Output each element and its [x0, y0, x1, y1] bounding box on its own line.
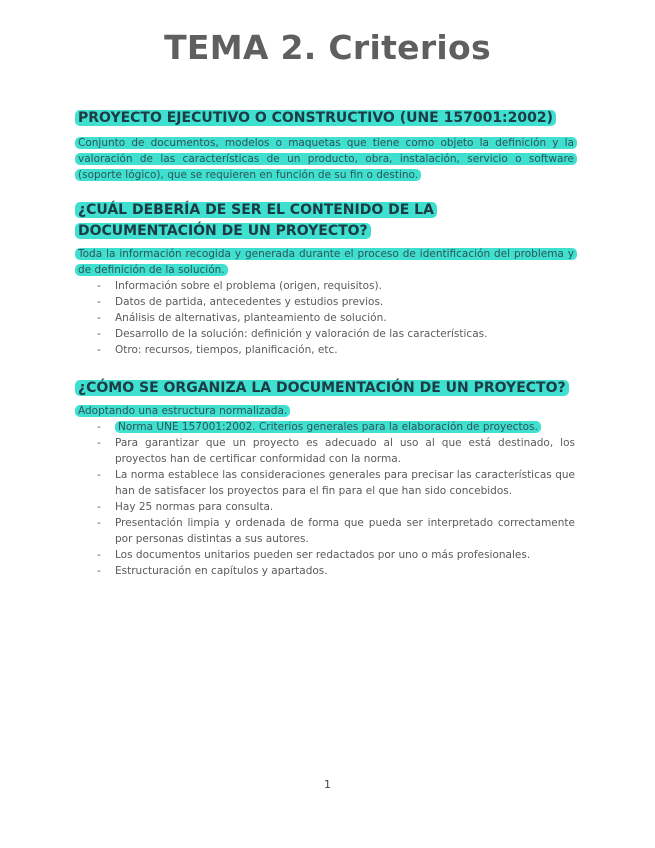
- list-marker: -: [97, 421, 101, 433]
- list-item: [97, 326, 575, 342]
- list-item-text: Los documentos unitarios pueden ser redactados por uno o más profesionales.: [115, 549, 531, 561]
- section-heading: [75, 108, 577, 129]
- list-item: [97, 499, 575, 515]
- list-item: [97, 278, 575, 294]
- section-paragraph: [75, 246, 577, 278]
- section-paragraph: [75, 403, 577, 419]
- list-marker: -: [97, 437, 101, 449]
- list-item: [97, 547, 575, 563]
- list-marker: -: [97, 469, 101, 481]
- list-item: [97, 294, 575, 310]
- list-marker: -: [97, 344, 101, 356]
- section-heading-text: ¿CÓMO SE ORGANIZA LA DOCUMENTACIÓN DE UN PROYECTO?: [75, 380, 569, 396]
- list-item: [97, 435, 575, 467]
- list-item-text: Presentación limpia y ordenada de forma que pueda ser interpretado correctamente por personas distintas a sus autores.: [115, 517, 575, 545]
- section-heading-text: PROYECTO EJECUTIVO O CONSTRUCTIVO (UNE 157001:2002): [75, 110, 556, 126]
- list-marker: -: [97, 517, 101, 529]
- section-organizacion-documentacion: [75, 378, 577, 579]
- list-item-text: Otro: recursos, tiempos, planificación, etc.: [115, 344, 338, 356]
- list-item-text: La norma establece las consideraciones generales para precisar las características que han de satisfacer los proyectos para el fin para el que han sido concebidos.: [115, 469, 575, 497]
- section-heading: [75, 200, 577, 242]
- list-marker: -: [97, 501, 101, 513]
- list-item: [97, 467, 575, 499]
- list-item-text: Hay 25 normas para consulta.: [115, 501, 274, 513]
- list-item-text: Datos de partida, antecedentes y estudios previos.: [115, 296, 384, 308]
- list-marker: -: [97, 328, 101, 340]
- list-item-text: Para garantizar que un proyecto es adecuado al uso al que está destinado, los proyectos han de certificar conformidad con la norma.: [115, 437, 575, 465]
- section-paragraph-text: Adoptando una estructura normalizada.: [75, 405, 290, 417]
- list-marker: -: [97, 565, 101, 577]
- list-marker: -: [97, 549, 101, 561]
- section-heading-text: ¿CUÁL DEBERÍA DE SER EL CONTENIDO DE LA DOCUMENTACIÓN DE UN PROYECTO?: [75, 202, 437, 239]
- list-item: [97, 419, 575, 435]
- list-item-text: Información sobre el problema (origen, requisitos).: [115, 280, 382, 292]
- list-marker: -: [97, 312, 101, 324]
- list-item-text: Estructuración en capítulos y apartados.: [115, 565, 328, 577]
- section-paragraph: [75, 135, 577, 183]
- list-item-text: Análisis de alternativas, planteamiento de solución.: [115, 312, 387, 324]
- list-item: [97, 563, 575, 579]
- list-marker: -: [97, 280, 101, 292]
- section-paragraph-text: Toda la información recogida y generada durante el proceso de identificación del problema y de definición de la solución.: [75, 248, 577, 276]
- list-marker: -: [97, 296, 101, 308]
- list-item: [97, 342, 575, 358]
- bullet-list: [97, 278, 575, 358]
- section-heading: [75, 378, 577, 399]
- page-number: 1: [324, 778, 331, 791]
- page-title: TEMA 2. Criterios: [164, 28, 491, 67]
- section-contenido-documentacion: [75, 200, 577, 358]
- list-item: [97, 310, 575, 326]
- section-paragraph-text: Conjunto de documentos, modelos o maquetas que tiene como objeto la definición y la valoración de las características de un producto, obra, instalación, servicio o software (soporte lógico), que se requieren en función de su fin o destino.: [75, 137, 577, 181]
- list-item: [97, 515, 575, 547]
- section-proyecto-ejecutivo: [75, 108, 577, 183]
- list-item-text: Norma UNE 157001:2002. Criterios generales para la elaboración de proyectos.: [115, 421, 541, 433]
- bullet-list: [97, 419, 575, 579]
- list-item-text: Desarrollo de la solución: definición y valoración de las características.: [115, 328, 488, 340]
